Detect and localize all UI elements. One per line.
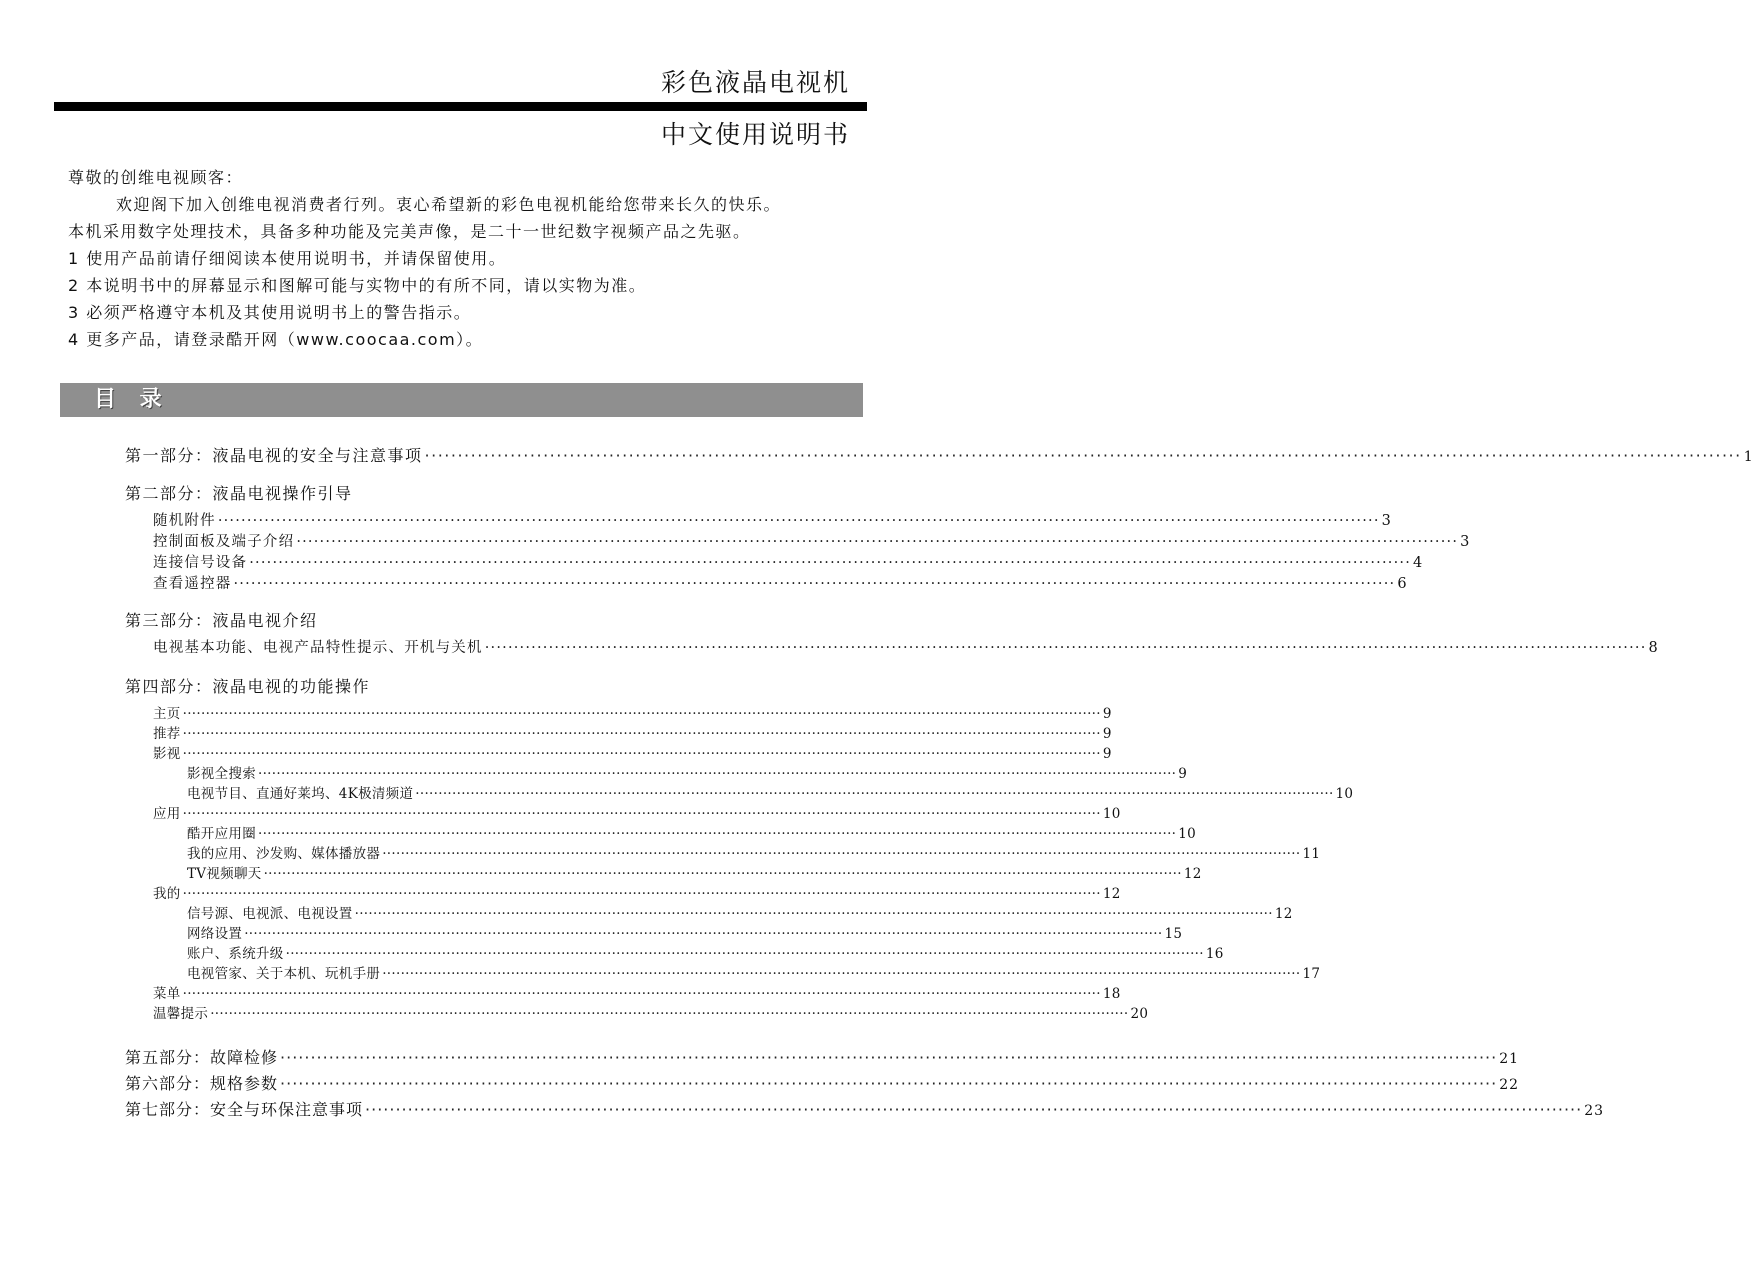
- toc-entry[interactable]: [153, 572, 1408, 593]
- toc-entry[interactable]: [187, 842, 1321, 862]
- toc-entry[interactable]: [153, 1002, 1149, 1022]
- toc-entry-part6[interactable]: [125, 1071, 1520, 1094]
- toc-leader-dots: ········································································································································································································: [182, 806, 1101, 822]
- toc-entry-page: 4: [1413, 555, 1424, 571]
- toc-entry-label: 菜单: [153, 986, 181, 1002]
- document-subtitle: 中文使用说明书: [660, 120, 850, 149]
- toc-leader-dots: ········································································································································································································: [365, 1100, 1583, 1119]
- toc-entry[interactable]: [153, 636, 1659, 657]
- toc-entry-page: 12: [1183, 866, 1202, 882]
- toc-entry-page: 9: [1102, 726, 1112, 742]
- toc-entry-label: 主页: [153, 706, 181, 722]
- toc-entry[interactable]: [187, 822, 1197, 842]
- toc-entry-label: 酷开应用圈: [187, 826, 256, 842]
- toc-entry-page: 8: [1648, 640, 1659, 656]
- toc-entry-label: 我的应用、沙发购、媒体播放器: [187, 846, 381, 862]
- toc-leader-dots: ········································································································································································································: [210, 1006, 1129, 1022]
- toc-leader-dots: ········································································································································································································: [258, 766, 1177, 782]
- document-title: 彩色液晶电视机: [660, 68, 850, 97]
- note-3: 3 必须严格遵守本机及其使用说明书上的警告指示。: [68, 303, 472, 322]
- toc-entry-part5[interactable]: [125, 1045, 1520, 1068]
- toc-entry[interactable]: [187, 922, 1183, 942]
- toc-entry[interactable]: [153, 802, 1121, 822]
- toc-leader-dots: ········································································································································································································: [263, 866, 1182, 882]
- toc-entry-label: 电视节目、直通好莱坞、4K极清频道: [187, 786, 414, 802]
- toc-leader-dots: ········································································································································································································: [296, 534, 1459, 550]
- toc-leader-dots: ········································································································································································································: [182, 886, 1101, 902]
- toc-entry[interactable]: [187, 942, 1224, 962]
- toc-leader-dots: ········································································································································································································: [217, 513, 1380, 529]
- toc-entry-page: 23: [1584, 1103, 1605, 1119]
- toc-part4-heading: 第四部分：液晶电视的功能操作: [125, 677, 371, 696]
- toc-entry[interactable]: [187, 862, 1202, 882]
- toc-entry-label: 温馨提示: [153, 1006, 209, 1022]
- toc-entry-label: 应用: [153, 806, 181, 822]
- toc-entry-label: 影视全搜索: [187, 766, 256, 782]
- greeting: 尊敬的创维电视顾客：: [68, 168, 244, 187]
- toc-entry[interactable]: [153, 722, 1112, 742]
- toc-leader-dots: ········································································································································································································: [484, 640, 1647, 656]
- toc-leader-dots: ········································································································································································································: [244, 926, 1163, 942]
- toc-entry[interactable]: [153, 882, 1121, 902]
- toc-entry-page: 12: [1102, 886, 1121, 902]
- toc-leader-dots: ········································································································································································································: [182, 986, 1101, 1002]
- toc-entry-label: 电视基本功能、电视产品特性提示、开机与关机: [153, 640, 483, 656]
- toc-entry-page: 20: [1130, 1006, 1149, 1022]
- toc-part2-heading: 第二部分：液晶电视操作引导: [125, 484, 353, 503]
- toc-entry[interactable]: [187, 962, 1321, 982]
- toc-entry[interactable]: [153, 982, 1121, 1002]
- toc-leader-dots: ········································································································································································································: [382, 966, 1301, 982]
- toc-heading-bar: [60, 383, 863, 417]
- note-4: 4 更多产品，请登录酷开网（www.coocaa.com）。: [68, 330, 484, 349]
- toc-entry-label: TV视频聊天: [187, 866, 262, 882]
- toc-entry[interactable]: [153, 742, 1112, 762]
- intro-paragraph-2: 本机采用数字处理技术，具备多种功能及完美声像，是二十一世纪数字视频产品之先驱。: [68, 222, 751, 241]
- toc-entry-label: 我的: [153, 886, 181, 902]
- toc-heading: 目 录: [94, 387, 170, 412]
- header-rule: [54, 102, 867, 111]
- toc-entry-label: 第六部分：规格参数: [125, 1074, 279, 1093]
- toc-entry-page: 9: [1102, 706, 1112, 722]
- toc-leader-dots: ········································································································································································································: [258, 826, 1177, 842]
- toc-entry-label: 信号源、电视派、电视设置: [187, 906, 353, 922]
- toc-entry-label: 查看遥控器: [153, 576, 232, 592]
- toc-entry-page: 18: [1102, 986, 1121, 1002]
- note-1: 1 使用产品前请仔细阅读本使用说明书，并请保留使用。: [68, 249, 507, 268]
- toc-leader-dots: ········································································································································································································: [280, 1074, 1498, 1093]
- toc-entry-label: 推荐: [153, 726, 181, 742]
- toc-leader-dots: ········································································································································································································: [280, 1048, 1498, 1067]
- toc-leader-dots: ········································································································································································································: [285, 946, 1204, 962]
- toc-entry[interactable]: [153, 509, 1393, 530]
- toc-entry[interactable]: [187, 782, 1354, 802]
- toc-entry-page: 16: [1205, 946, 1224, 962]
- toc-entry-page: 12: [1274, 906, 1293, 922]
- toc-entry-page: 9: [1102, 746, 1112, 762]
- toc-entry-label: 第一部分：液晶电视的安全与注意事项: [125, 446, 423, 465]
- toc-entry-part1[interactable]: [125, 443, 1754, 466]
- toc-leader-dots: ········································································································································································································: [182, 726, 1101, 742]
- toc-entry-page: 3: [1460, 534, 1471, 550]
- toc-entry[interactable]: [187, 902, 1293, 922]
- intro-paragraph-1: 欢迎阁下加入创维电视消费者行列。衷心希望新的彩色电视机能给您带来长久的快乐。: [116, 195, 782, 214]
- toc-entry-page: 11: [1302, 846, 1321, 862]
- toc-entry[interactable]: [153, 702, 1112, 722]
- toc-entry-label: 连接信号设备: [153, 555, 248, 571]
- toc-entry-page: 10: [1178, 826, 1197, 842]
- toc-entry-label: 电视管家、关于本机、玩机手册: [187, 966, 381, 982]
- toc-leader-dots: ········································································································································································································: [424, 446, 1742, 465]
- toc-part3-heading: 第三部分：液晶电视介绍: [125, 611, 318, 630]
- toc-leader-dots: ········································································································································································································: [382, 846, 1301, 862]
- toc-entry-label: 第七部分：安全与环保注意事项: [125, 1100, 364, 1119]
- toc-entry[interactable]: [153, 551, 1424, 572]
- toc-leader-dots: ········································································································································································································: [233, 576, 1396, 592]
- toc-entry-label: 网络设置: [187, 926, 243, 942]
- toc-entry-page: 10: [1102, 806, 1121, 822]
- toc-entry-page: 15: [1164, 926, 1183, 942]
- toc-entry-page: 17: [1302, 966, 1321, 982]
- note-2: 2 本说明书中的屏幕显示和图解可能与实物中的有所不同，请以实物为准。: [68, 276, 647, 295]
- toc-leader-dots: ········································································································································································································: [182, 746, 1101, 762]
- toc-leader-dots: ········································································································································································································: [415, 786, 1334, 802]
- toc-entry-label: 随机附件: [153, 513, 216, 529]
- toc-entry-page: 3: [1381, 513, 1393, 529]
- toc-entry-part7[interactable]: [125, 1097, 1605, 1120]
- toc-entry-page: 10: [1335, 786, 1354, 802]
- toc-entry-label: 账户、系统升级: [187, 946, 284, 962]
- toc-entry-page: 1: [1743, 449, 1754, 465]
- toc-entry-page: 22: [1499, 1077, 1520, 1093]
- toc-entry-label: 控制面板及端子介绍: [153, 534, 295, 550]
- toc-leader-dots: ········································································································································································································: [182, 706, 1101, 722]
- toc-entry-page: 6: [1397, 576, 1408, 592]
- toc-entry-page: 9: [1178, 766, 1188, 782]
- toc-entry-label: 影视: [153, 746, 181, 762]
- toc-entry-page: 21: [1499, 1051, 1520, 1067]
- toc-entry-label: 第五部分：故障检修: [125, 1048, 279, 1067]
- toc-leader-dots: ········································································································································································································: [354, 906, 1273, 922]
- toc-entry[interactable]: [187, 762, 1188, 782]
- toc-entry[interactable]: [153, 530, 1471, 551]
- toc-leader-dots: ········································································································································································································: [249, 555, 1412, 571]
